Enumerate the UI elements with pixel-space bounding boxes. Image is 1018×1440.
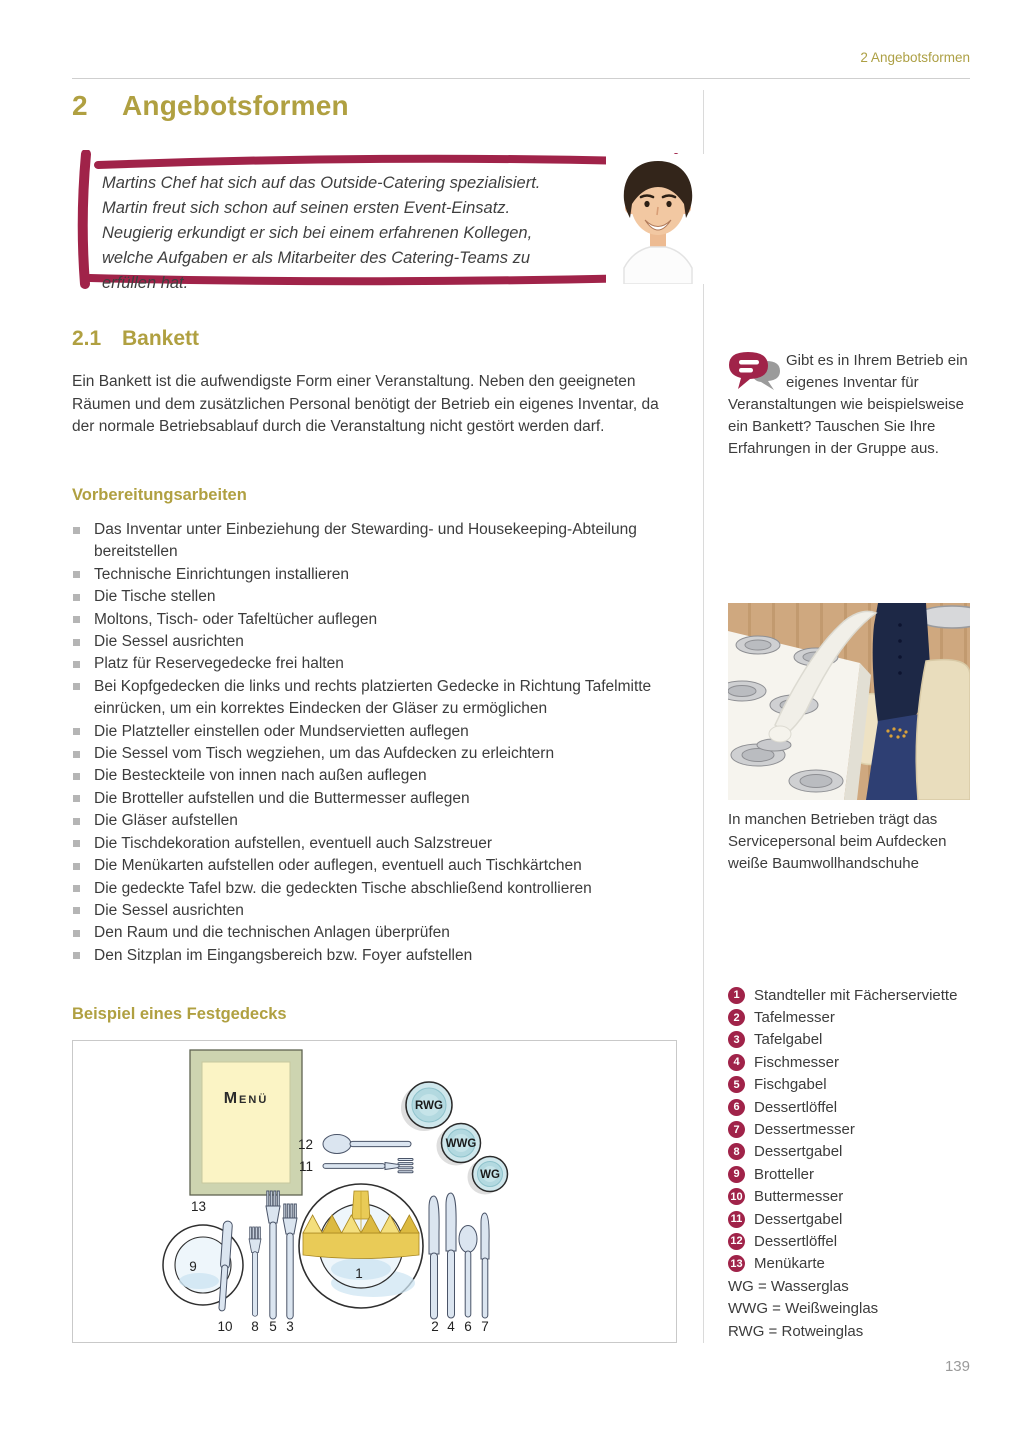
- bullet-square-icon: [73, 751, 80, 758]
- legend-label: Dessertgabel: [754, 1143, 843, 1161]
- glass-label-wwg: WWG: [445, 1138, 477, 1150]
- legend-number-badge: 1: [728, 987, 745, 1004]
- glasses: [401, 1082, 508, 1195]
- list-item-text: Die gedeckte Tafel bzw. die gedeckten Tische abschließend kontrollieren: [94, 879, 592, 897]
- diagram-label-11: 11: [298, 1159, 313, 1174]
- list-item-text: Die Gläser aufstellen: [94, 812, 238, 830]
- main-plate: [299, 1184, 423, 1308]
- diagram-label-13: 13: [191, 1199, 207, 1214]
- diagram-label-2: 2: [431, 1319, 439, 1334]
- intro-quote-text: Martins Chef hat sich auf das Outside-Catering spezialisiert. Martin freut sich schon auf seinen ersten Event-Einsatz. Neugierig erkundigt er sich bei einem erfahrenen Kollegen, welche Aufgaben er als Mitarbeiter des Catering-Teams zu erfüllen hat.: [102, 174, 541, 292]
- legend-number-badge: 3: [728, 1031, 745, 1048]
- legend-item: [728, 1186, 990, 1208]
- legend-item: [728, 1074, 990, 1096]
- chapter-title: [72, 90, 349, 122]
- legend-number-badge: 11: [728, 1211, 745, 1228]
- legend-number-badge: 13: [728, 1255, 745, 1272]
- chapter-title-text: Angebotsformen: [122, 90, 349, 121]
- legend-label: Fischmesser: [754, 1053, 840, 1071]
- diagram-label-6: 6: [464, 1319, 472, 1334]
- bullet-square-icon: [73, 818, 80, 825]
- list-item-text: Den Sitzplan im Eingangsbereich bzw. Foyer aufstellen: [94, 946, 473, 964]
- legend-item: [728, 1141, 990, 1163]
- prep-list: [72, 519, 686, 967]
- intro-quote-box: [72, 150, 692, 290]
- dessert-fork-horizontal: [323, 1159, 413, 1173]
- legend-number-badge: 12: [728, 1233, 745, 1250]
- legend-label: Tafelmesser: [754, 1009, 835, 1027]
- list-item: [72, 788, 686, 810]
- section-title-text: Bankett: [122, 327, 200, 350]
- abbreviation-wwg: WWG = Weißweinglas: [728, 1300, 879, 1318]
- list-item: [72, 765, 686, 787]
- legend-label: Standteller mit Fächerserviette: [754, 986, 958, 1004]
- page-number: 139: [944, 1358, 970, 1375]
- list-item: [72, 833, 686, 855]
- bullet-square-icon: [73, 527, 80, 534]
- bullet-square-icon: [73, 661, 80, 668]
- bullet-square-icon: [73, 885, 80, 892]
- legend-label: Tafelgabel: [754, 1031, 823, 1049]
- list-item-text: Die Tische stellen: [94, 588, 216, 606]
- list-item: [72, 810, 686, 832]
- legend-item: [728, 984, 990, 1006]
- list-item: [72, 519, 686, 564]
- waiter-setting-table-photo: [728, 603, 970, 800]
- glass-label-rwg: RWG: [415, 1100, 443, 1112]
- header-rule: [72, 78, 970, 79]
- list-item-text: Die Menükarten aufstellen oder auflegen, eventuell auch Tischkärtchen: [94, 857, 582, 875]
- list-item: [72, 878, 686, 900]
- list-item: [72, 676, 686, 721]
- list-item: [72, 564, 686, 586]
- abbreviation-wg: WG = Wasserglas: [728, 1277, 849, 1295]
- festgedeck-heading: Beispiel eines Festgedecks: [72, 1005, 287, 1023]
- chapter-number: 2: [72, 90, 88, 121]
- bullet-square-icon: [73, 863, 80, 870]
- bullet-square-icon: [73, 571, 80, 578]
- bread-plate: [163, 1221, 243, 1311]
- water-glass: [473, 1157, 508, 1192]
- list-item-text: Das Inventar unter Einbeziehung der Stewarding- und Housekeeping-Abteilung bereitstellen: [94, 521, 637, 561]
- list-item: [72, 922, 686, 944]
- list-item-text: Die Sessel ausrichten: [94, 633, 244, 651]
- list-item: [72, 945, 686, 967]
- legend-label: Buttermesser: [754, 1188, 844, 1206]
- list-item: [72, 586, 686, 608]
- diagram-label-7: 7: [481, 1319, 489, 1334]
- apprentice-portrait: [606, 154, 708, 284]
- list-item: [72, 743, 686, 765]
- dessert-fork-left: [249, 1227, 261, 1316]
- diagram-legend: [728, 984, 990, 1342]
- legend-number-badge: 2: [728, 1009, 745, 1026]
- legend-number-badge: 9: [728, 1166, 745, 1183]
- diagram-label-10: 10: [217, 1319, 233, 1334]
- section-title: [72, 327, 199, 351]
- dessert-knife: [481, 1213, 489, 1318]
- legend-label: Dessertlöffel: [754, 1098, 838, 1116]
- photo-caption: In manchen Betrieben trägt das Servicepersonal beim Aufdecken weiße Baumwollhandschuhe: [728, 811, 947, 872]
- legend-number-badge: 10: [728, 1188, 745, 1205]
- legend-item: [728, 1230, 990, 1252]
- red-wine-glass: [406, 1082, 452, 1128]
- menu-card-label: Menü: [223, 1090, 269, 1107]
- list-item-text: Den Raum und die technischen Anlagen überprüfen: [94, 924, 450, 942]
- fish-knife: [446, 1193, 456, 1318]
- legend-item: [728, 1006, 990, 1028]
- list-item-text: Die Sessel ausrichten: [94, 901, 244, 919]
- bullet-square-icon: [73, 907, 80, 914]
- legend-item: [728, 1253, 990, 1275]
- legend-number-badge: 4: [728, 1054, 745, 1071]
- legend-label: Fischgabel: [754, 1076, 827, 1094]
- diagram-label-9: 9: [189, 1259, 197, 1274]
- legend-label: Brotteller: [754, 1165, 815, 1183]
- legend-label: Dessertlöffel: [754, 1232, 838, 1250]
- list-item: [72, 721, 686, 743]
- diagram-label-8: 8: [251, 1319, 259, 1334]
- list-item: [72, 855, 686, 877]
- white-wine-glass: [442, 1124, 481, 1163]
- section-intro-paragraph: Ein Bankett ist die aufwendigste Form einer Veranstaltung. Neben den geeigneten Räumen und dem zusätzlichen Personal benötigt der Betrieb ein eigenes Inventar, da der normale Betriebsablauf durch die Veranstaltung nicht gestört werden darf.: [72, 373, 659, 435]
- speech-bubbles-icon: [728, 351, 782, 393]
- list-item-text: Die Sessel vom Tisch wegziehen, um das Aufdecken zu erleichtern: [94, 745, 555, 763]
- running-header: 2 Angebotsformen: [860, 50, 970, 65]
- legend-item: [728, 1163, 990, 1185]
- table-knife: [429, 1196, 439, 1319]
- list-item: [72, 609, 686, 631]
- bullet-square-icon: [73, 616, 80, 623]
- legend-number-badge: 5: [728, 1076, 745, 1093]
- prep-heading: Vorbereitungsarbeiten: [72, 486, 247, 504]
- bullet-square-icon: [73, 840, 80, 847]
- bullet-square-icon: [73, 795, 80, 802]
- festgedeck-diagram: [72, 1040, 677, 1343]
- list-item: [72, 900, 686, 922]
- bullet-square-icon: [73, 594, 80, 601]
- glass-label-wg: WG: [480, 1169, 500, 1181]
- bullet-square-icon: [73, 639, 80, 646]
- bullet-square-icon: [73, 683, 80, 690]
- bullet-square-icon: [73, 773, 80, 780]
- legend-item: [728, 1208, 990, 1230]
- abbreviation-rwg: RWG = Rotweinglas: [728, 1322, 864, 1340]
- dessert-spoon-horizontal: [323, 1135, 411, 1154]
- fish-fork: [266, 1191, 280, 1319]
- dessert-spoon-right: [459, 1226, 477, 1318]
- menu-card: [190, 1050, 302, 1214]
- legend-item: [728, 1029, 990, 1051]
- list-item-text: Technische Einrichtungen installieren: [94, 565, 350, 583]
- list-item-text: Die Platzteller einstellen oder Mundservietten auflegen: [94, 722, 469, 740]
- list-item-text: Bei Kopfgedecken die links und rechts platzierten Gedecke in Richtung Tafelmitte einrücken, um ein korrektes Eindecken der Gläser zu ermöglichen: [94, 677, 652, 718]
- bullet-square-icon: [73, 728, 80, 735]
- bullet-square-icon: [73, 952, 80, 959]
- section-number: 2.1: [72, 327, 102, 350]
- legend-number-badge: 7: [728, 1121, 745, 1138]
- bullet-square-icon: [73, 930, 80, 937]
- legend-label: Dessertgabel: [754, 1210, 843, 1228]
- diagram-label-12: 12: [297, 1137, 313, 1152]
- legend-number-badge: 8: [728, 1143, 745, 1160]
- legend-item: [728, 1051, 990, 1073]
- tip-text: Gibt es in Ihrem Betrieb ein eigenes Inventar für Veranstaltungen wie beispielsweise ein Bankett? Tauschen Sie Ihre Erfahrungen in der Gruppe aus.: [728, 352, 968, 457]
- list-item-text: Platz für Reservegedecke frei halten: [94, 655, 344, 673]
- list-item: [72, 631, 686, 653]
- diagram-label-4: 4: [447, 1319, 455, 1334]
- list-item-text: Die Besteckteile von innen nach außen auflegen: [94, 767, 427, 785]
- list-item-text: Die Tischdekoration aufstellen, eventuell auch Salzstreuer: [94, 834, 493, 852]
- legend-number-badge: 6: [728, 1099, 745, 1116]
- list-item-text: Moltons, Tisch- oder Tafeltücher auflegen: [94, 610, 378, 628]
- group-discussion-tip: [728, 350, 974, 460]
- list-item: [72, 653, 686, 675]
- legend-label: Dessertmesser: [754, 1121, 855, 1139]
- table-fork: [283, 1204, 297, 1319]
- list-item-text: Die Brotteller aufstellen und die Buttermesser auflegen: [94, 789, 470, 807]
- legend-item: [728, 1096, 990, 1118]
- diagram-label-1: 1: [355, 1266, 363, 1281]
- diagram-label-5: 5: [269, 1319, 277, 1334]
- diagram-label-3: 3: [286, 1319, 294, 1334]
- legend-label: Menükarte: [754, 1255, 825, 1273]
- legend-item: [728, 1118, 990, 1140]
